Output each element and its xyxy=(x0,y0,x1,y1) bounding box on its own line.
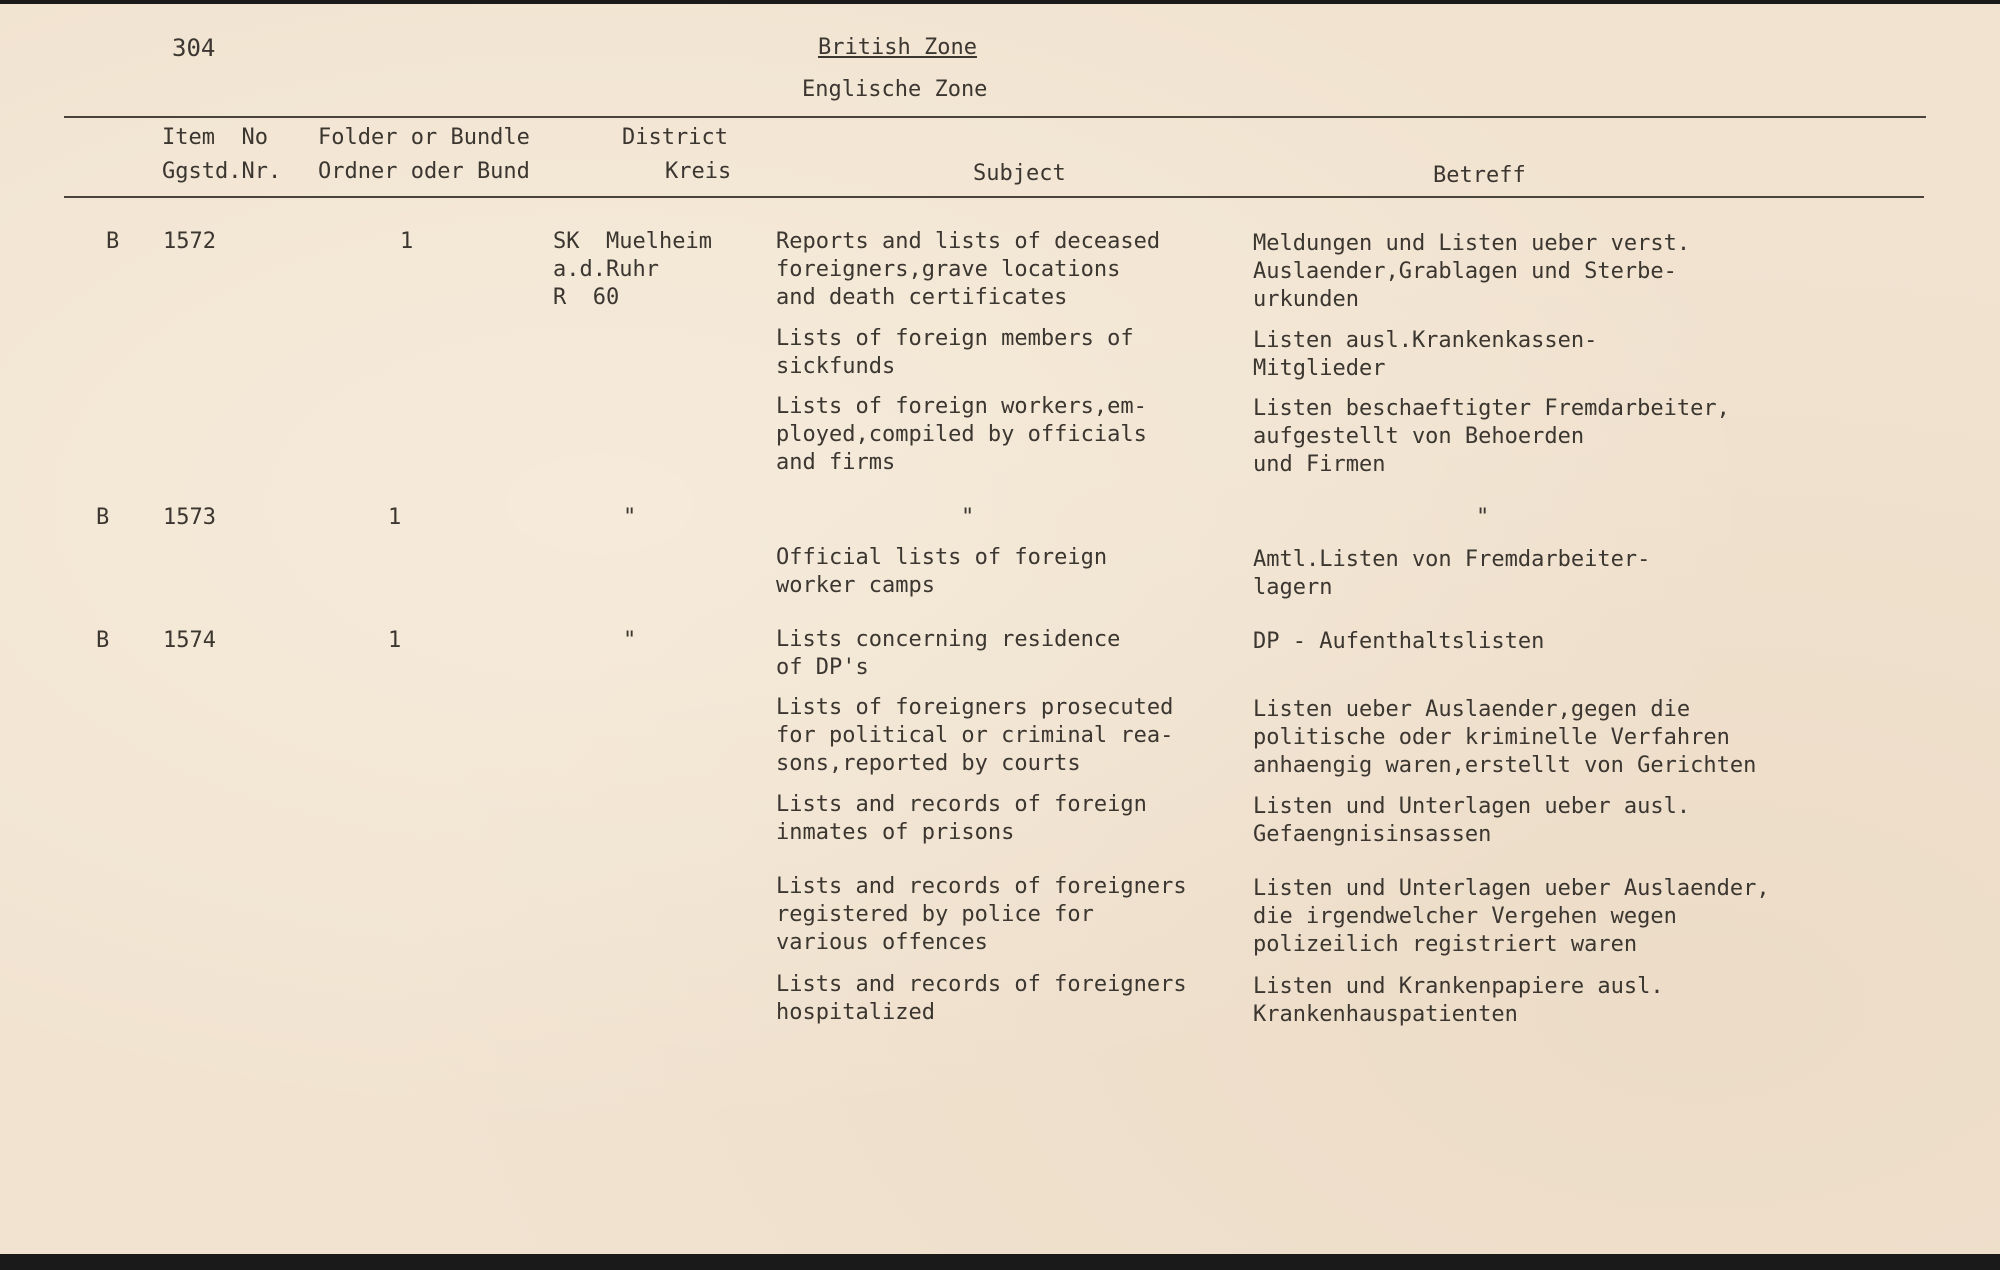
subject-entry: Lists and records of foreign inmates of prisons xyxy=(776,792,1147,845)
subject-entry: Official lists of foreign worker camps xyxy=(776,545,1108,598)
district: " xyxy=(623,628,637,653)
betreff-ditto: " xyxy=(1476,505,1490,530)
header-betreff: Betreff xyxy=(1433,163,1526,188)
header-district-en: District xyxy=(622,125,728,150)
betreff-entry: Meldungen und Listen ueber verst. Auslaender,Grablagen und Sterbe- urkunden xyxy=(1253,231,1691,312)
row-prefix: B xyxy=(96,628,110,653)
subject-ditto: " xyxy=(961,505,975,530)
page-number: 304 xyxy=(172,34,216,62)
header-folder-de: Ordner oder Bund xyxy=(318,159,530,184)
header-item-en: Item No xyxy=(162,125,268,150)
item-number: 1572 xyxy=(163,229,216,254)
header-folder-en: Folder or Bundle xyxy=(318,125,530,150)
header-item-de: Ggstd.Nr. xyxy=(162,159,282,184)
betreff-entry: Listen ausl.Krankenkassen- Mitglieder xyxy=(1253,328,1598,381)
header-top-rule xyxy=(64,116,1926,118)
header-district-de: Kreis xyxy=(665,159,732,184)
item-number: 1574 xyxy=(163,628,216,653)
betreff-entry: DP - Aufenthaltslisten xyxy=(1253,629,1545,654)
subject-entry: Lists and records of foreigners registered by police for various offences xyxy=(776,874,1187,955)
subject-entry: Reports and lists of deceased foreigners,grave locations and death certificates xyxy=(776,229,1161,310)
subject-entry: Lists of foreign workers,em- ployed,compiled by officials and firms xyxy=(776,394,1147,475)
folder-count: 1 xyxy=(400,229,414,254)
header-subject: Subject xyxy=(973,161,1066,186)
betreff-entry: Listen und Unterlagen ueber ausl. Gefaengnisinsassen xyxy=(1253,794,1691,847)
betreff-entry: Listen beschaeftigter Fremdarbeiter, aufgestellt von Behoerden und Firmen xyxy=(1253,396,1730,477)
subject-entry: Lists concerning residence of DP's xyxy=(776,627,1121,680)
document-page xyxy=(0,4,2000,1254)
header-bottom-rule xyxy=(64,196,1924,198)
betreff-entry: Amtl.Listen von Fremdarbeiter- lagern xyxy=(1253,547,1651,600)
row-prefix: B xyxy=(96,505,110,530)
betreff-entry: Listen und Unterlagen ueber Auslaender, die irgendwelcher Vergehen wegen polizeilich registriert waren xyxy=(1253,876,1770,957)
subject-entry: Lists and records of foreigners hospitalized xyxy=(776,972,1187,1025)
zone-subtitle: Englische Zone xyxy=(802,77,988,102)
folder-count: 1 xyxy=(388,505,402,530)
subject-entry: Lists of foreigners prosecuted for political or criminal rea- sons,reported by courts xyxy=(776,695,1174,776)
row-prefix: B xyxy=(106,229,120,254)
district: SK Muelheim a.d.Ruhr R 60 xyxy=(553,229,712,310)
item-number: 1573 xyxy=(163,505,216,530)
betreff-entry: Listen ueber Auslaender,gegen die politische oder kriminelle Verfahren anhaengig waren,erstellt von Gerichten xyxy=(1253,697,1757,778)
district: " xyxy=(623,505,637,530)
betreff-entry: Listen und Krankenpapiere ausl. Krankenhauspatienten xyxy=(1253,974,1664,1027)
subject-entry: Lists of foreign members of sickfunds xyxy=(776,326,1134,379)
zone-title: British Zone xyxy=(818,35,977,60)
folder-count: 1 xyxy=(388,628,402,653)
